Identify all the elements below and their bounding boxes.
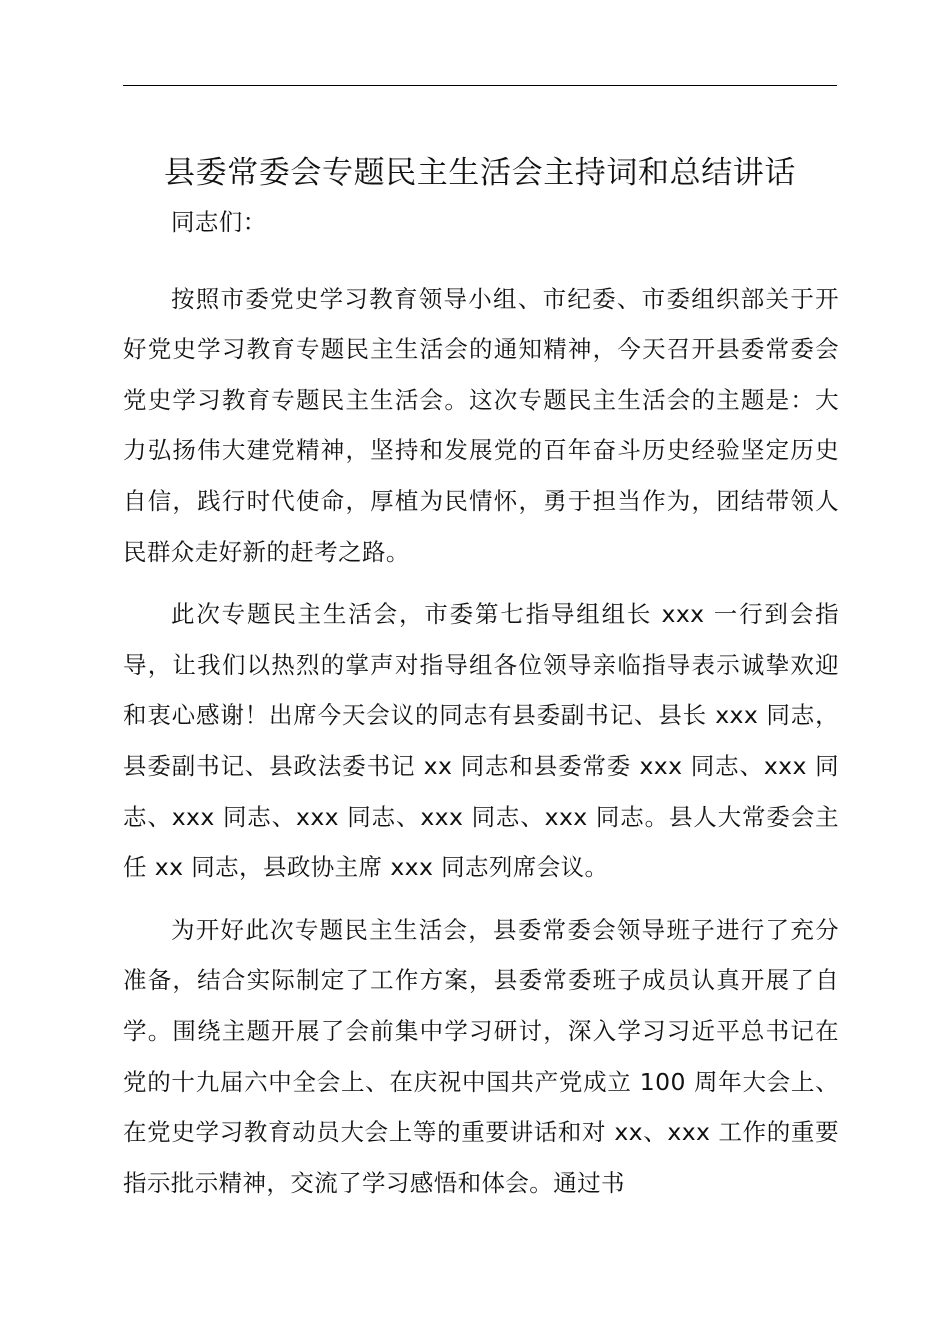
paragraph-1: 按照市委党史学习教育领导小组、市纪委、市委组织部关于开好党史学习教育专题民主生活会的通知精神，今天召开县委常委会党史学习教育专题民主生活会。这次专题民主生活会的主题是：大力弘扬伟大建党精神，坚持和发展党的百年奋斗历史经验坚定历史自信，践行时代使命，厚植为民情怀，勇于担当作为，团结带领人民群众走好新的赶考之路。 [123,284,839,566]
paragraph-2: 此次专题民主生活会，市委第七指导组组长 xxx 一行到会指导，让我们以热烈的掌声对指导组各位领导亲临指导表示诚挚欢迎和衷心感谢！出席今天会议的同志有县委副书记、县长 xxx 同志，县委副书记、县政法委书记 xx 同志和县委常委 xxx 同志、xxx 同志、xxx 同志、xxx 同志、xxx 同志、xxx 同志。县人大常委会主任 xx 同志，县政协主席 xxx 同志列席会议。 [123,600,839,882]
document-title: 县委常委会专题民主生活会主持词和总结讲话 [164,155,796,191]
greeting: 同志们： [171,208,267,236]
paragraph-3: 为开好此次专题民主生活会，县委常委会领导班子进行了充分准备，结合实际制定了工作方案，县委常委班子成员认真开展了自学。围绕主题开展了会前集中学习研讨，深入学习习近平总书记在党的十九届六中全会上、在庆祝中国共产党成立 100 周年大会上、在党史学习教育动员大会上等的重要讲话和对 xx、xxx 工作的重要指示批示精神，交流了学习感悟和体会。通过书 [123,915,839,1197]
document-body [123,197,839,1220]
header-rule [123,85,837,86]
